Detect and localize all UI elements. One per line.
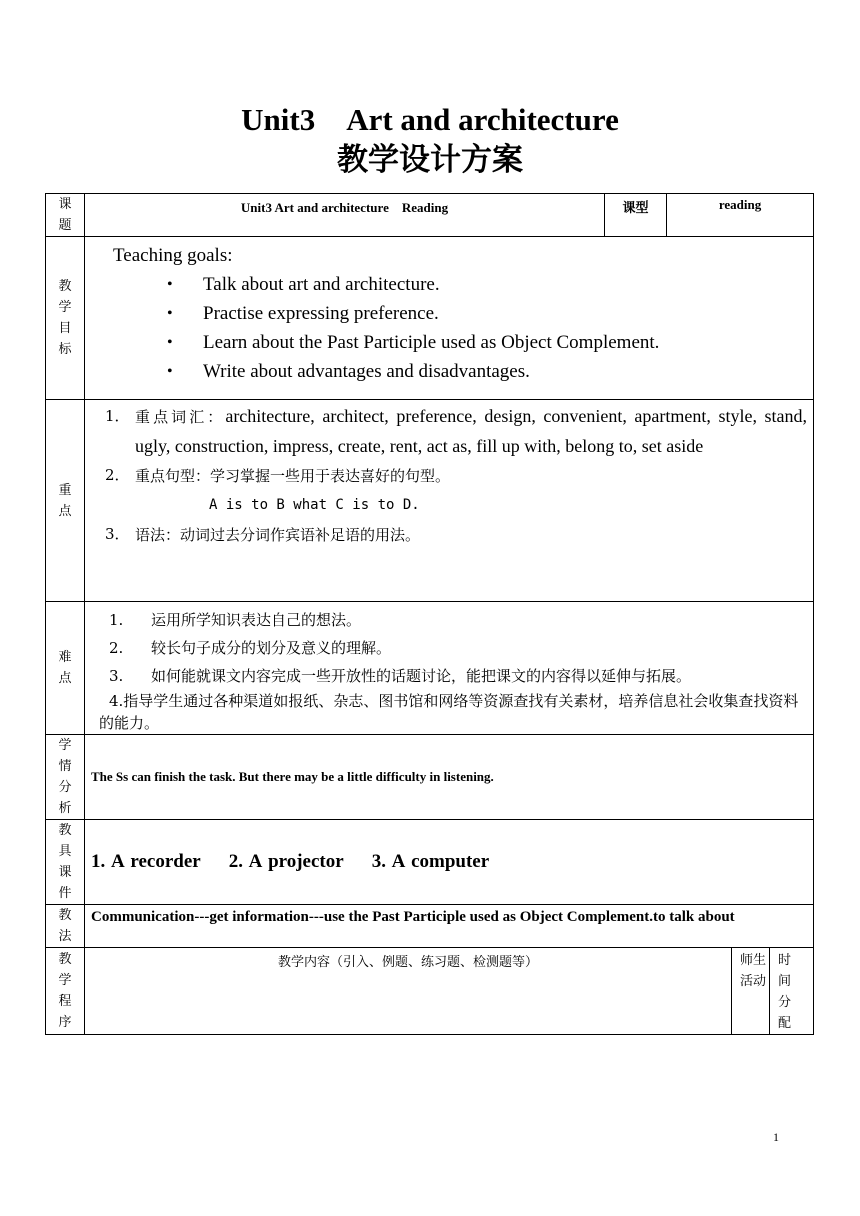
difficulty-item: 4.指导学生通过各种渠道如报纸、杂志、图书馆和网络等资源查找有关素材，培养信息社会收集查找资料的能力。 [99, 692, 799, 732]
topic-label: 课题 [46, 194, 85, 237]
page-number: 1 [773, 1130, 779, 1144]
tools-content [85, 820, 814, 905]
goal-item: • Learn about the Past Participle used as Object Complement. [113, 328, 813, 357]
goal-item: • Talk about art and architecture. [113, 270, 813, 299]
keypoints-content [85, 400, 814, 602]
document-subtitle: 教学设计方案 [337, 142, 523, 178]
method-content: Communication---get information---use the Past Participle used as Object Complement.to talk about [85, 905, 814, 948]
tools-row [46, 820, 814, 905]
method-label: 教法 [46, 905, 85, 948]
difficulties-label: 难点 [46, 602, 85, 735]
difficulty-item: 2. 较长句子成分的划分及意义的理解。 [109, 639, 392, 657]
procedure-label: 教学程序 [46, 948, 85, 1035]
topic-row [46, 194, 814, 237]
goals-heading: Teaching goals: [113, 245, 233, 266]
document-title: Unit3 Art and architecture [241, 102, 619, 137]
goal-item: • Write about advantages and disadvantages. [113, 357, 813, 386]
keypoint-example: A is to B what C is to D. [209, 497, 420, 513]
lesson-type-value: reading [667, 194, 814, 237]
procedure-row [46, 948, 814, 1035]
procedure-content-header: 教学内容（引入、例题、练习题、检测题等） [85, 948, 732, 1035]
tool-item: 2. A projector [228, 851, 344, 872]
goals-label: 教学目标 [46, 237, 85, 400]
keypoint-vocab: 1． 重点词汇：architecture, architect, preference, design, convenient, apartment, style, stand, ugly, construction, impress, create, rent, act as, fill up with, belong to, set aside [105, 406, 808, 456]
goals-row [46, 237, 814, 400]
difficulty-item: 1. 运用所学知识表达自己的想法。 [109, 611, 362, 629]
keypoint-sentence: 2． 重点句型：学习掌握一些用于表达喜好的句型。 [105, 466, 451, 485]
analysis-label: 学情分析 [46, 735, 85, 820]
keypoints-row [46, 400, 814, 602]
analysis-content: The Ss can finish the task. But there may be a little difficulty in listening. [85, 735, 814, 820]
tool-item: 1. A recorder [91, 851, 201, 872]
goals-content [85, 237, 814, 400]
goal-item: • Practise expressing preference. [113, 299, 813, 328]
keypoint-grammar: 3． 语法：动词过去分词作宾语补足语的用法。 [105, 525, 421, 544]
analysis-row [46, 735, 814, 820]
difficulties-row [46, 602, 814, 735]
tool-item: 3. A computer [371, 851, 490, 872]
procedure-time-header: 时间分配 [770, 948, 814, 1035]
difficulty-item: 3. 如何能就课文内容完成一些开放性的话题讨论，能把课文的内容得以延伸与拓展。 [109, 667, 692, 685]
lesson-type-label: 课型 [605, 194, 667, 237]
procedure-activity-header: 师生活动 [732, 948, 770, 1035]
difficulties-content [85, 602, 814, 735]
goals-list [113, 270, 813, 386]
keypoints-label: 重点 [46, 400, 85, 602]
method-row [46, 905, 814, 948]
lesson-plan-table [45, 193, 814, 1035]
tools-label: 教具课件 [46, 820, 85, 905]
topic-value: Unit3 Art and architecture Reading [85, 194, 605, 237]
